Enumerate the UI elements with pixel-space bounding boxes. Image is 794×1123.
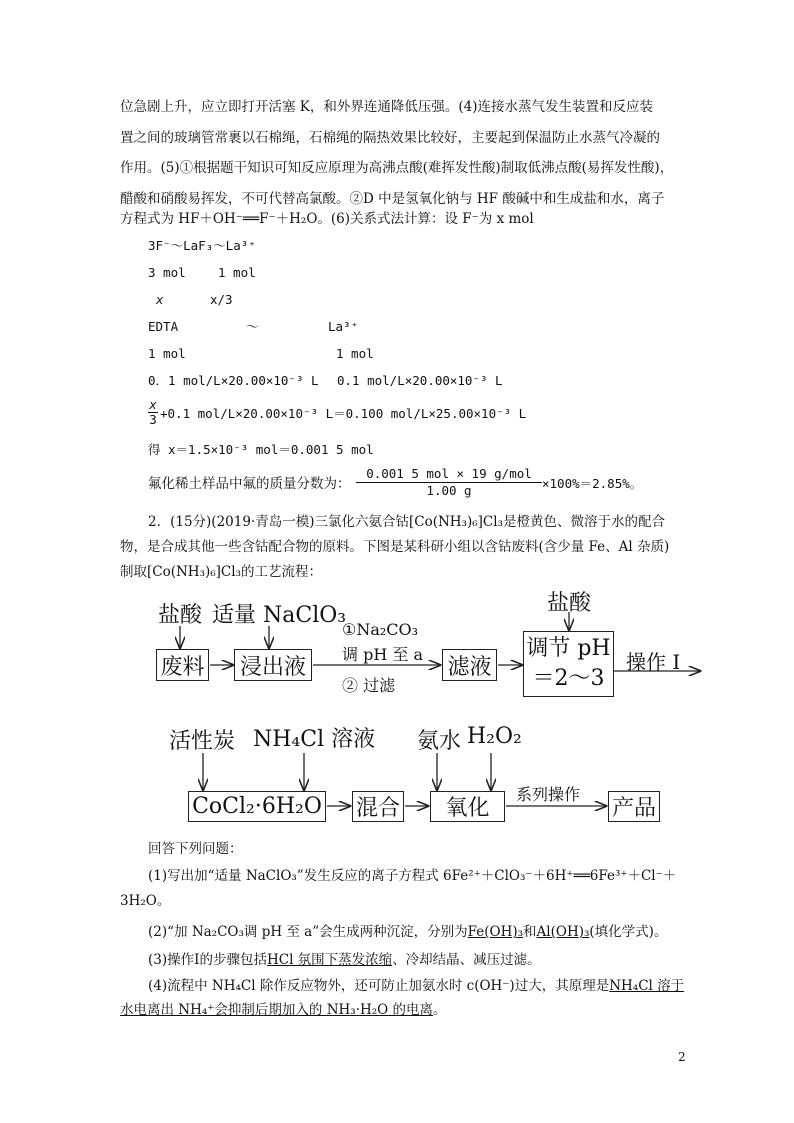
condition-label: ② 过滤: [342, 676, 396, 695]
calc-value: La³⁺: [328, 319, 359, 334]
reagent-label: 活性炭: [169, 729, 236, 754]
answer-3: (3)操作Ⅰ的步骤包括HCl 氛围下蒸发浓缩、冷却结晶、减压过滤。: [148, 952, 541, 968]
answer-1-cont: 3H₂O。: [120, 893, 171, 909]
calc-value: x: [156, 292, 164, 307]
condition-label: 调 pH 至 a: [342, 645, 423, 664]
question-text: 物，是合成其他一些含钴配合物的原料。下图是某科研小组以含钴废料(含少量 Fe、Al 杂质): [120, 539, 670, 555]
reagent-label: 氨水: [417, 729, 462, 754]
condition-label: ①Na₂CO₃: [342, 620, 419, 639]
page-number: 2: [678, 1050, 686, 1064]
calc-relation: 3F⁻～LaF₃～La³⁺: [148, 238, 256, 253]
fraction-x-over-3: $\frac{x}{3}$: [149, 397, 157, 427]
calc-result: 得 x＝1.5×10⁻³ mol＝0.001 5 mol: [148, 442, 374, 457]
flow-box-cocl2: CoCl₂·6H₂O: [188, 791, 326, 822]
text-line: 位急剧上升，应立即打开活塞 K，和外界连通降低压强。(4)连接水蒸气发生装置和反应装: [120, 99, 653, 115]
flow-box-adjust-ph: 调节 pH ＝2～3: [523, 631, 614, 697]
answer-4: (4)流程中 NH₄Cl 除作反应物外，还可防止加氨水时 c(OH⁻)过大，其原理是NH₄Cl 溶于: [148, 978, 685, 994]
reagent-label: H₂O₂: [467, 724, 522, 749]
calc-label: 氟化稀土样品中氟的质量分数为：: [148, 476, 351, 492]
answer-4-cont: 水电离出 NH₄⁺会抑制后期加入的 NH₃·H₂O 的电离。: [120, 1002, 447, 1018]
fraction-mass: 0.001 5 mol × 19 g/mol 1.00 g: [356, 466, 542, 499]
question-text: 2．(15分)(2019·青岛一模)三氯化六氨合钴[Co(NH₃)₆]Cl₃是橙黄色、微溶于水的配合: [148, 514, 665, 530]
calc-value: 1 mol: [336, 346, 374, 361]
calc-value: 1 mol: [218, 265, 256, 280]
reagent-label: 适量 NaClO₃: [212, 603, 347, 628]
flow-box-filtrate: 滤液: [442, 649, 497, 681]
text-line: 方程式为 HF＋OH⁻══F⁻＋H₂O。(6)关系式法计算：设 F⁻为 x mol: [120, 211, 534, 227]
flow-box-product: 产品: [608, 791, 660, 822]
calc-value: 0．1 mol/L×20.00×10⁻³ L: [148, 373, 319, 388]
flow-box-waste: 废料: [156, 649, 209, 681]
flow-box-leachate: 浸出液: [234, 649, 312, 681]
question-text: 制取[Co(NH₃)₆]Cl₃的工艺流程：: [120, 564, 322, 580]
reagent-label: 盐酸: [547, 591, 592, 616]
operation-label: 操作 Ⅰ: [626, 650, 681, 674]
calc-percent: ×100%＝2.85%。: [542, 476, 643, 491]
calc-value: ～: [246, 319, 259, 334]
calc-value: x/3: [210, 292, 233, 307]
answer-intro: 回答下列问题：: [148, 841, 243, 857]
flow-box-oxidize: 氧化: [430, 791, 505, 822]
calc-value: 1 mol: [148, 346, 186, 361]
text-line: 醋酸和硝酸易挥发，不可代替高氯酸。②D 中是氢氧化钠与 HF 酸碱中和生成盐和水，离子: [120, 191, 665, 207]
text-line: 作用。(5)①根据题干知识可知反应原理为高沸点酸(难挥发性酸)制取低沸点酸(易挥发性酸)，: [120, 160, 674, 176]
answer-1: (1)写出加“适量 NaClO₃”发生反应的离子方程式 6Fe²⁺＋ClO₃⁻＋6H⁺══6Fe³⁺＋Cl⁻＋: [148, 868, 677, 884]
calc-equation: +0.1 mol/L×20.00×10⁻³ L＝0.100 mol/L×25.00×10⁻³ L: [160, 406, 527, 421]
calc-value: EDTA: [148, 319, 179, 334]
flow-box-mix: 混合: [352, 791, 404, 822]
calc-value: 0.1 mol/L×20.00×10⁻³ L: [337, 373, 503, 388]
operation-label: 系列操作: [516, 785, 581, 804]
reagent-label: 盐酸: [158, 603, 203, 628]
answer-2: (2)“加 Na₂CO₃调 pH 至 a”会生成两种沉淀，分别为Fe(OH)₃和Al(OH)₃(填化学式)。: [148, 924, 668, 940]
calc-value: 3 mol: [148, 265, 186, 280]
text-line: 置之间的玻璃管常裹以石棉绳，石棉绳的隔热效果比较好，主要起到保温防止水蒸气冷凝的: [120, 130, 660, 146]
reagent-label: NH₄Cl 溶液: [253, 727, 376, 752]
